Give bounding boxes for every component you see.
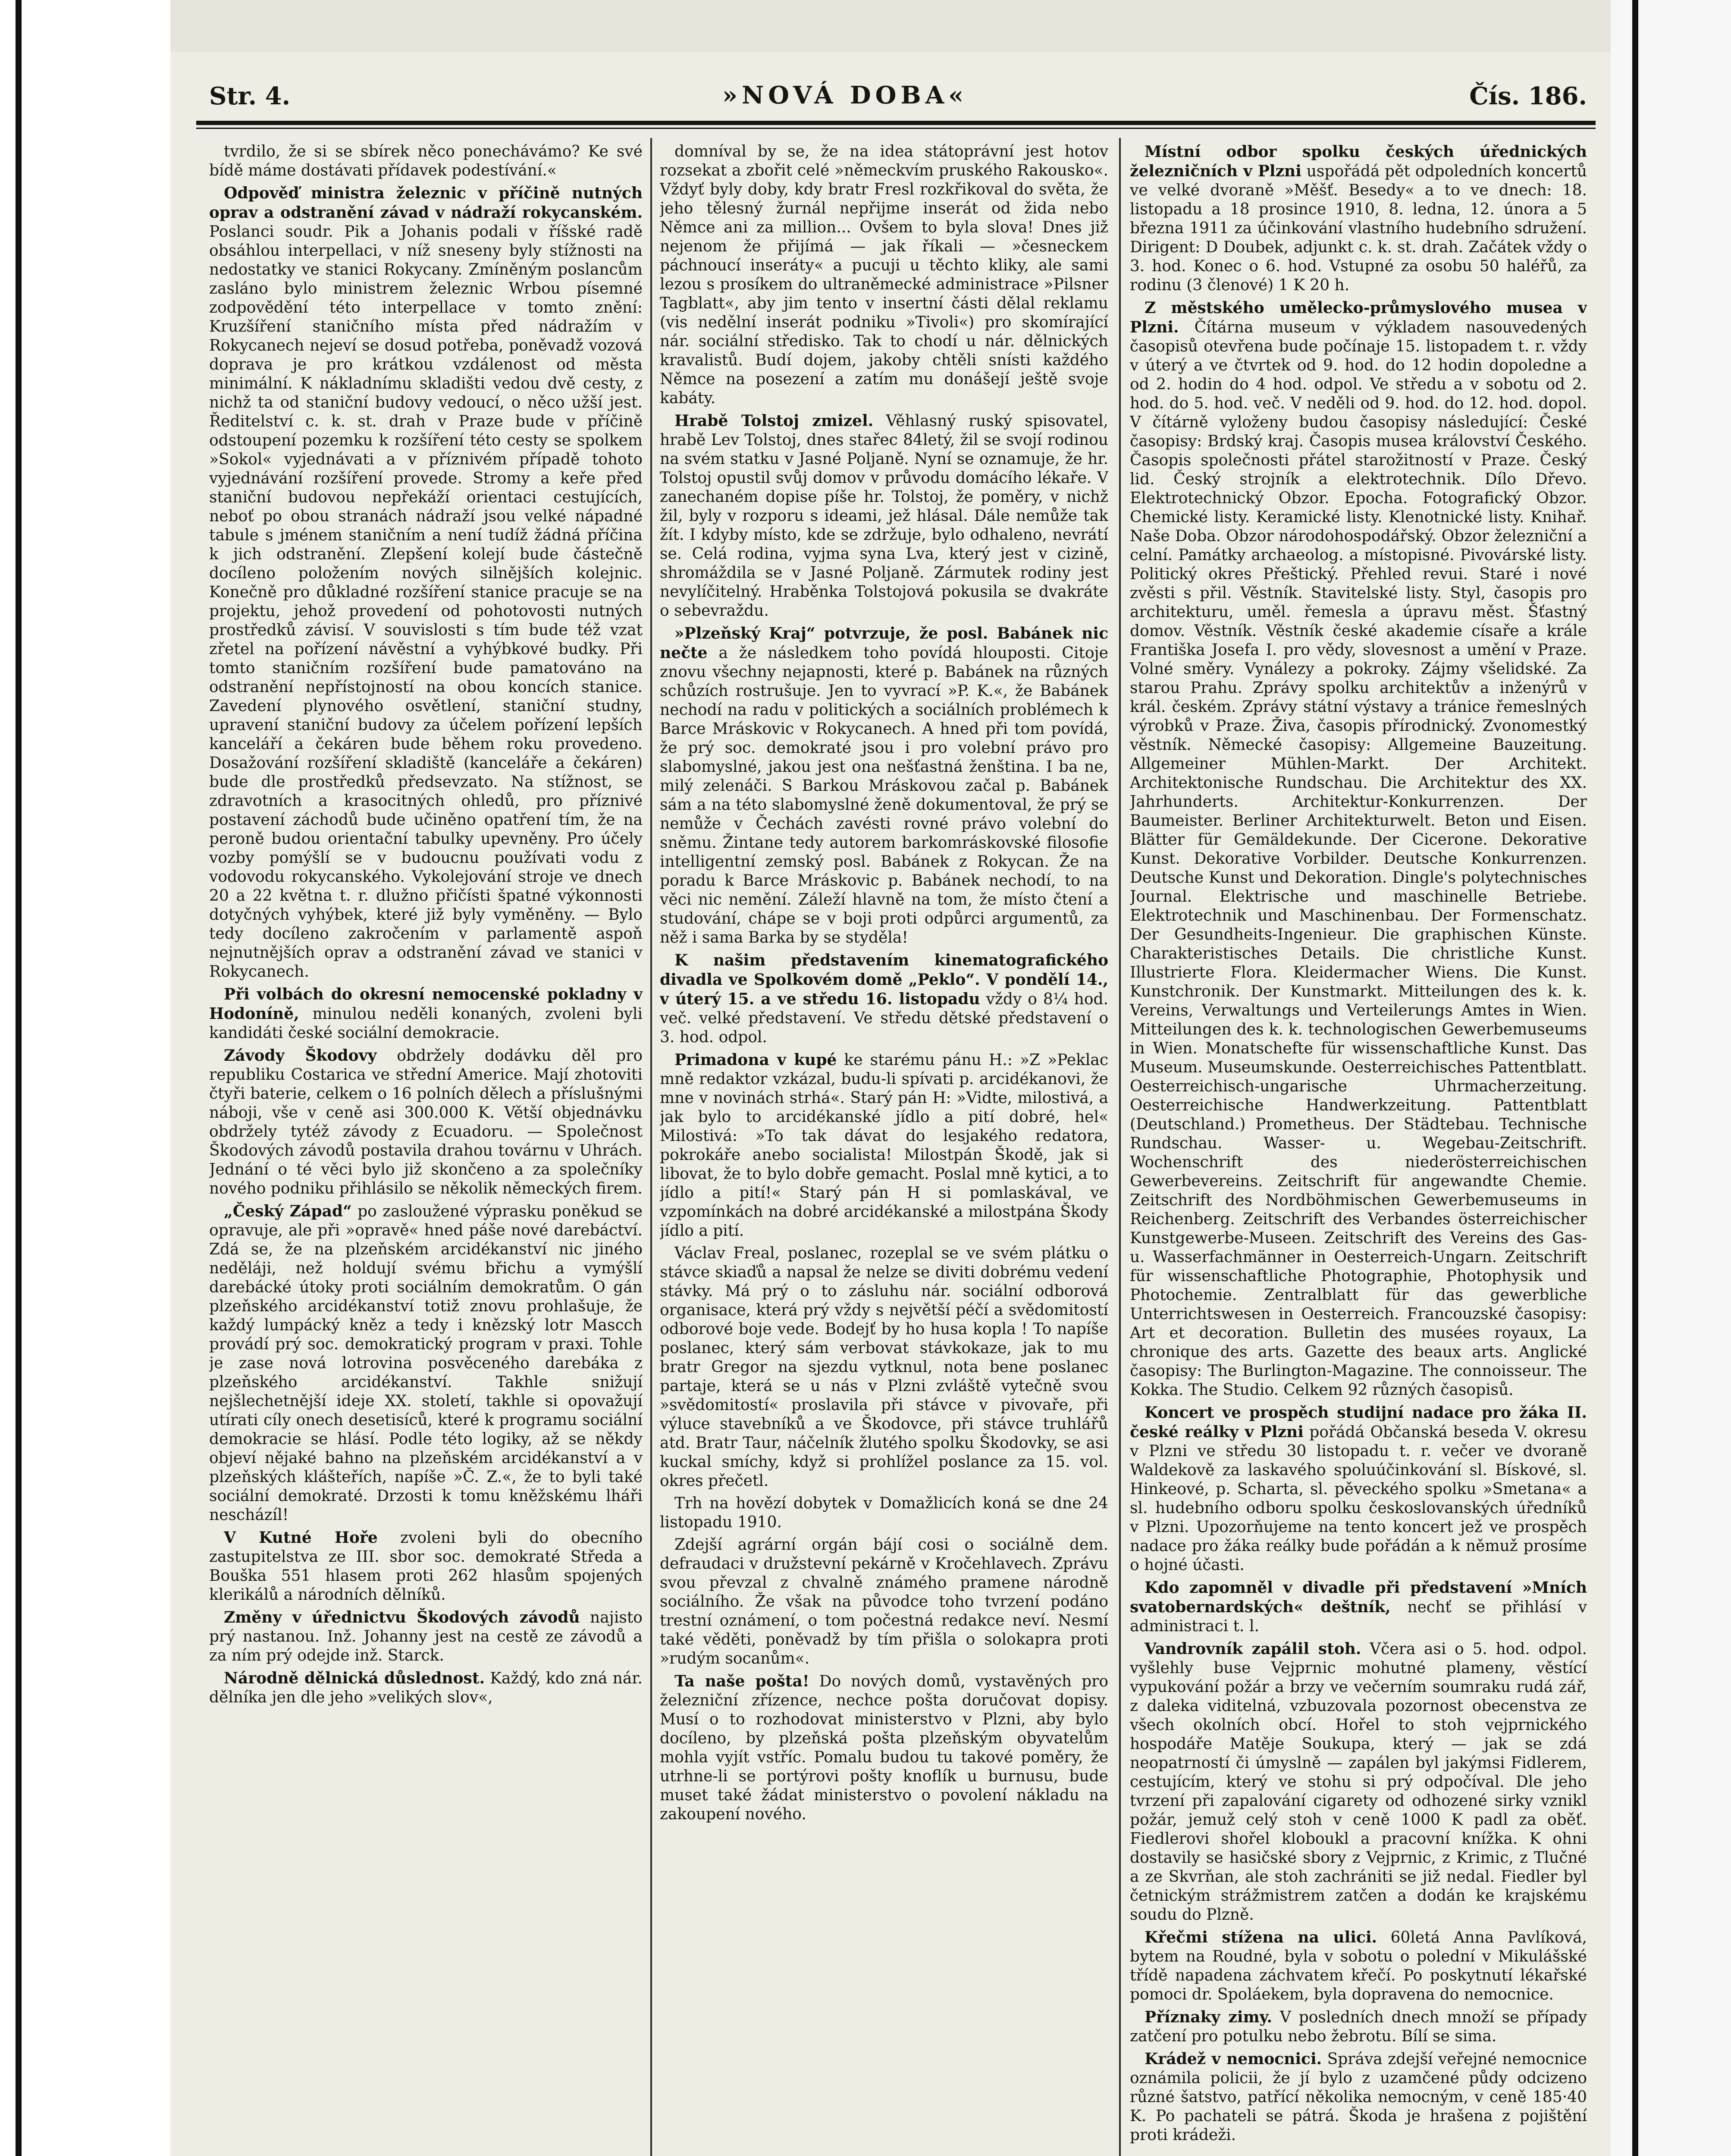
article-paragraph — [660, 624, 1108, 947]
article-headline: V Kutné Hoře — [224, 1529, 378, 1547]
article-body: Zdejší agrární orgán bájí cosi o sociálně dem. defraudaci v družstevní pekárně v Kročehlavech. Zprávu svou převzal z chvalně známého pramene národně sociálního. Že však na původce toho tvrzení podáno trestní oznámení, o tom počestná redakce neví. Nesmí také věděti, poněvadž by tím přišla o solokapra proti »rudým socanům«. — [660, 1536, 1108, 1667]
article-body: po zasloužené výprasku poněkud se opravuje, ale při »opravě« hned páše nové darebáctví. Zdá se, že na plzeňském arcidékanství nic jiného neděláji, než holdují svému břichu a vymýšlí darebácké útoky proti sociálním demokratům. O gán plzeňského arcidékanství totiž znovu prohlašuje, že každý lumpácký kněz a tedy i knězský lotr Mascch provádí prý soc. demokratický program v praxi. Tohle je zase nová lotrovina posvěceného darebáka z plzeňského arcidékanství. Takhle snižují nejšlechetnější ideje XX. století, takhle si opovažují utírati cíly onech desetisíců, které k programu sociální demokracie se hlásí. Podle této logiky, až se někdy objeví nějaké bahno na plzeňském arcidékanství a v plzeňských klášteřích, napíše »Č. Z.«, že to byli také sociální demokraté. Drzosti k tomu kněžskému lháři nescházíl! — [209, 1203, 643, 1524]
column-2 — [660, 142, 1108, 2156]
article-paragraph — [1130, 2049, 1587, 2145]
article-paragraph — [660, 142, 1108, 408]
column-1 — [209, 142, 643, 2156]
article-paragraph — [1130, 1928, 1587, 2004]
article-body: Správa zdejší veřejné nemocnice oznámila policii, že jí bylo z uzamčené půdy odcizeno různé šatstvo, patřící několika nemocným, v ceně 185·40 K. Po pachateli se pátrá. Škoda je hrašena z pojištění proti krádeži. — [1130, 2050, 1587, 2144]
article-paragraph — [1130, 1403, 1587, 1575]
article-headline: Hrabě Tolstoj zmizel. — [674, 412, 874, 430]
article-body: Trh na hovězí dobytek v Domažlicích koná se dne 24 listopadu 1910. — [660, 1495, 1108, 1531]
article-body: uspořádá pět odpoledních koncertů ve velké dvoraně »Měšť. Besedy« a to ve dnech: 18. listopadu a 18 prosince 1910, 8. ledna, 12. února a 5 března 1911 za účinkování vlastního hudebního sdružení. Dirigent: D Doubek, adjunkt c. k. st. drah. Začátek vždy o 3. hod. Konec o 6. hod. Vstupné za osobu 50 haléřů, za rodinu (3 členové) 1 K 20 h. — [1130, 163, 1587, 294]
article-body: tvrdilo, že si se sbírek něco ponechávámo? Ke své bídě máme dostávati přídavek podestívání.« — [209, 143, 643, 179]
article-paragraph — [660, 951, 1108, 1047]
article-headline: Národně dělnická důslednost. — [224, 1669, 485, 1687]
article-headline: „Český Západ“ — [224, 1202, 352, 1220]
article-body: Včera asi o 5. hod. odpol. vyšlehly buse Vejprnic mohutné plameny, věstící vypukování požár a brzy ve večerním soumraku rudá zář, z daleka viditelná, vzbuzovala pozornost obecenstva ze všech okolních obcí. Hořel to stoh vejprnického hospodáře Matěje Soukupa, který — jak se zdá neopatrností či úmyslně — zapálen byl jakýmsi Fidlerem, cestujícím, který ve stohu si prý odpočíval. Dle jeho tvrzení při zapalování cigarety od odhozené sirky vznikl požár, jemuž celý stoh v ceně 1000 K padl za oběť. Fiedlerovi shořel kloboukl a pracovní knížka. K ohni dostavily se hasičské sbory z Vejprnic, z Krimic, z Tlučné a ze Skvrňan, ale stoh zachrániti se již nedal. Fiedler byl četnickým strážmistrem zatčen a dodán ke krajskému soudu do Plzně. — [1130, 1640, 1587, 1924]
article-body: vždy o 8¼ hod. več. velké představení. Ve středu dětské představení o 3. hod. odpol. — [660, 990, 1108, 1046]
article-body: Každý, kdo zná nár. dělníka jen dle jeho »velikých slov«, — [209, 1670, 643, 1706]
masthead-rule — [196, 121, 1596, 125]
column-divider — [650, 138, 652, 2156]
article-body: Věhlasný ruský spisovatel, hrabě Lev Tolstoj, dnes stařec 84letý, žil se svojí rodinou na svém statku v Jasné Poljaně. Nyní se oznamuje, že hr. Tolstoj opustil svůj domov v průvodu domácího lékaře. V zanechaném dopise píše hr. Tolstoj, že poměry, v nichž žil, byly v rozporu s ideami, jež hlásal. Dále nemůže tak žít. I kdyby místo, kde se zdržuje, bylo odhaleno, nevrátí se. Celá rodina, vyjma syna Lva, který jest v cizině, shromáždila se v Jasné Poljaně. Zármutek rodiny jest nevylíčitelný. Hraběnka Tolstojová pokusila se dvakráte o sebevraždu. — [660, 412, 1108, 620]
article-body: obdržely dodávku děl pro republiku Costarica ve střední Americe. Mají zhotoviti čtyři baterie, celkem o 16 polních dělech a příslušnými náboji, vše v ceně asi 300.000 K. Větší objednávku obdržely tytéž závody z Ecuadoru. — Společnost Škodových závodů postavila drahou továrnu v Uhrách. Jednání o té věci bylo již skončeno a za společníky nového podniku přihlásilo se několik německých firem. — [209, 1047, 643, 1197]
article-headline: Závody Škodovy — [224, 1047, 377, 1065]
article-headline: Změny v úřednictvu Škodových závodů — [224, 1608, 580, 1626]
article-paragraph — [209, 1669, 643, 1707]
article-body: Poslanci soudr. Pik a Johanis podali v říšské radě obsáhlou interpellaci, v níž sneseny byly stížnosti na nedostatky ve stanici Rokycany. Zmíněným poslancům zasláno bylo ministrem železnic Wrbou písemné zodpovědění této interpellace v tomto znění: Kruzšíření staničního místa před nádražím v Rokycanech nejeví se dosud potřeba, poněvadž vozová doprava je pro krátkou vzdálenost od města minimální. K nákladnímu skladišti vedou dvě cesty, z nichž ta od staniční budovy vedoucí, o něco užší jest. Ředitelství c. k. st. drah v Praze bude v příčině odstoupení pozemku k rozšíření této cesty se spolkem »Sokol« vyjednávati a v příznivém případě tohoto vyjednávání rozšíření provede. Stromy a keře před staniční budovou nepřekáží orientaci cestujících, neboť po obou stranách nádraží jsou velké nápadné tabule s jménem staničním a není tudíž žádná příčina k jich odstranění. Zlepšení kolejí bude částečně docíleno položením nových silnějších kolejnic. Konečně pro důkladné rozšíření stanice pracuje se na projektu, jehož provedení od pohotovosti nutných prostředků závisí. V souvislosti s tím bude též vzat zřetel na pořízení návěstní a vyhýbkové budky. Při tomto staničním rozšíření bude pamatováno na odstranění nepřístojností na obou koncích stanice. Zavedení plynového osvětlení, staniční studny, upravení staniční budovy za účelem pořízení lepších kanceláří a čekáren bude během roku provedeno. Dosažování rozšíření skladiště (kanceláře a čekáren) bude dle prostředků předsevzato. Na stížnost, se zdravotních a krasocitných ohledů, pro příznivé postavení záchodů bude učiněno opatření tím, že na peroně budou orientační tabulky upevněny. Pro účely vozby pomýšlí se v budoucnu používati vodu z vodovodu rokycanského. Vykolejování stroje ve dnech 20 a 22 května t. r. dlužno přičísti špatné výkonnosti dotyčných vyhýbek, které již byly vyměněny. — Bylo tedy docíleno zakročením v parlamentě aspoň nejnutnějších oprav a odstranění závad ve stanici v Rokycanech. — [209, 223, 643, 981]
article-body: V posledních dnech množí se případy zatčení pro potulku nebo žebrotu. Bílí se sima. — [1130, 2009, 1587, 2045]
article-headline: Ta naše pošta! — [674, 1672, 809, 1690]
article-paragraph — [1130, 142, 1587, 295]
article-paragraph — [209, 1202, 643, 1525]
article-body: pořádá Občanská beseda V. okresu v Plzni ve středu 30 listopadu t. r. večer ve dvoraně Waldekově za laskavého spoluúčinkování sl. Bískové, sl. Hinkeové, p. Scharta, sl. pěveckého spolku »Smetana« a sl. hudebního odboru spolku českoslovanských úředníků v Plzni. Upozorňujeme na tento koncert jež ve prospěch nadace pro žáka reálky bude pořádán a k němuž prosíme o hojné účasti. — [1130, 1423, 1587, 1574]
article-headline: Odpověď ministra železnic v příčině nutných oprav a odstranění závad v nádraží rokycanském. — [209, 184, 643, 222]
article-paragraph — [660, 1536, 1108, 1668]
article-headline: K našim představením kinematografického divadla ve Spolkovém domě „Peklo“. V pondělí 14., v úterý 15. a ve středu 16. listopadu — [660, 951, 1108, 1008]
article-headline: Příznaky zimy. — [1145, 2008, 1272, 2026]
scan-edge-line — [16, 0, 22, 2156]
article-paragraph — [660, 1494, 1108, 1532]
article-paragraph — [209, 184, 643, 981]
article-paragraph — [209, 142, 643, 180]
scan-left-margin — [0, 0, 170, 2156]
article-paragraph — [209, 985, 643, 1043]
article-paragraph — [660, 1244, 1108, 1491]
column-3 — [1130, 142, 1587, 2156]
article-headline: Při volbách do okresní nemocenské pokladny v Hodoníně, — [209, 985, 643, 1023]
column-divider — [1119, 138, 1121, 2156]
article-headline: Kdo zapomněl v divadle při představení »Mních svatobernardských« deštník, — [1130, 1579, 1587, 1616]
article-paragraph — [660, 1050, 1108, 1241]
article-body: domníval by se, že na idea státoprávní jest hotov rozsekat a zbořit celé »německvím pruského Rakousko«. Vždyť byly doby, kdy bratr Fresl rozkřikoval do světa, že jeho tělesný žurnál nepřijme inserát od žida nebo Němce ani za million... Ovšem to byla slova! Dnes již nejenom že přijímá — jak říkali — »česneckem páchnoucí inseráty« a pucuji u těchto kliky, ale sami lezou s prosíkem do ultraněmecké administrace »Pilsner Tagblatt«, aby jim tento v insertní části dělal reklamu (vis nedělní inserát podniku »Tivoli«) pro skomírající nár. sociální středisko. Tak to chodí u nár. dělnických kravalistů. Budí dojem, jakoby chtěli snísti každého Němce na posezení a zatím mu donášejí ještě svoje kabáty. — [660, 143, 1108, 407]
article-headline: Místní odbor spolku českých úřednických železničních v Plzni — [1130, 143, 1587, 180]
article-body: zvoleni byli do obecního zastupitelstva ze III. sbor soc. demokraté Středa a Bouška 551 hlasem proti 262 hlasům spojených klerikálů a národních dělníků. — [209, 1529, 643, 1604]
article-paragraph — [209, 1608, 643, 1665]
article-headline: »Plzeňský Kraj“ potvrzuje, že posl. Babánek nic nečte — [660, 624, 1108, 662]
article-headline: Vandrovník zapálil stoh. — [1145, 1640, 1361, 1658]
masthead-rule-thin — [196, 128, 1596, 129]
article-headline: Krádež v nemocnici. — [1145, 2050, 1322, 2068]
article-headline: Primadona v kupé — [674, 1051, 837, 1069]
article-paragraph — [1130, 1578, 1587, 1636]
issue-number: Čís. 186. — [1469, 82, 1587, 110]
scan-edge-line — [1632, 0, 1638, 2156]
article-paragraph — [660, 1672, 1108, 1824]
masthead — [170, 69, 1613, 134]
article-paragraph — [209, 1046, 643, 1198]
article-body: ke starému pánu H.: »Z »Peklac mně redaktor vzkázal, budu-li spívati p. arcidékanovi, že mne v novinách strhá«. Starý pán H: »Vidte, milostivá, a jak bylo to arcidékanské jídlo a pití dobré, hel« Milostivá: »To tak dávat do lesjakého redatora, pokrokáře anebo socialista! Milostpán Škodě, jak si libovat, že to bylo dobře gemacht. Poslal mně kytici, a to jídlo a pití!« Starý pán H si pomlaskával, ve vzpomínkách na dobré arcidékanské a milostpána Škody jídlo a pití. — [660, 1051, 1108, 1240]
article-headline: Křečmi stížena na ulici. — [1145, 1928, 1377, 1946]
article-body: a že následkem toho povídá hlouposti. Citoje znovu všechny nejapnosti, které p. Babánek na různých schůzích rostrušuje. Jen to vyvrací »P. K.«, že Babánek nechodí na radu v politických a sociálních problémech k Barce Mráskovic v Rokycanech. A hned při tom povídá, že prý soc. demokraté jsou i pro volební právo pro slabomyslné, jakou jest ona nešťastná ženština. I ba ne, milý zelenáči. S Barkou Mráskovou začal p. Babánek sám a na této slabomyslné ženě dokumentoval, že prý se nemůže v Čechách zavésti rovné právo volební do sněmu. Žintane tedy autorem barkomráskovské filosofie intelligentní zemský posl. Babánek z Rokycan. Že na poradu k Barce Mráskovic p. Babánek nechodí, to na věci nic nemění. Záleží hlavně na tom, že místo čtení a studování, chápe se v boji proti odpůrci argumentů, za něž i sama Barka by se styděla! — [660, 644, 1108, 946]
article-headline: Koncert ve prospěch studijní nadace pro žáka II. české reálky v Plzni — [1130, 1404, 1587, 1441]
article-body: 60letá Anna Pavlíková, bytem na Roudné, byla v sobotu o polední v Mikulášské třídě napadena záchvatem křečí. Po poskytnutí lékařské pomoci dr. Spoláekem, byla dopravena do nemocnice. — [1130, 1929, 1587, 2003]
article-body: najisto prý nastanou. Inž. Johanny jest na cestě ze závodů a za ním prý odejde inž. Starck. — [209, 1609, 643, 1664]
page-number: Str. 4. — [209, 82, 291, 110]
article-body: Čítárna museum v výkladem nasouvedených časopisů otevřena bude počínaje 15. listopadem t. r. vždy v úterý a ve čtvrtek od 9. hod. do 12 hodin dopoledne a od 2. hodin do 4 hod. odpol. Ve středu a v sobotu od 2. hod. do 5. hod. več. V neděli od 9. hod. do 12. hod. dopol. V čítárně vyloženy budou časopisy následující: České časopisy: Brdský kraj. Časopis musea království Českého. Časopis společnosti přátel starožitností v Praze. Český lid. Český strojník a elektrotechnik. Dílo Dřevo. Elektrotechnický Obzor. Epocha. Fotografický Obzor. Chemické listy. Keramické listy. Klenotnické listy. Knihař. Naše Doba. Obzor národohospodářský. Obzor železniční a celní. Památky archaeolog. a místopisné. Pivovárské listy. Politický okres Přeštický. Přehled revui. Staré i nové zvěsti s přil. Věstník. Stavitelské listy. Styl, časopis pro architekturu, uměl. řemesla a úpravu měst. Šťastný domov. Věstník. Věstník české akademie císaře a krále Františka Josefa I. pro vědy, slovesnost a umění v Praze. Volné směry. Vynálezy a pokroky. Zájmy všelidské. Za starou Prahu. Zprávy spolku architektův a inženýrů v král. českém. Zprávy státní výstavy a tránice řemeslných výrobků v Praze. Živa, časopis přírodnický. Zvonomestký věstník. Německé časopisy: Allgemeine Bauzeitung. Allgemeiner Mühlen-Markt. Der Architekt. Architektonische Rundschau. Die Architektur des XX. Jahrhunderts. Architektur-Konkurrenzen. Der Baumeister. Berliner Architekturwelt. Beton und Eisen. Blätter für Gemäldekunde. Der Cicerone. Dekorative Kunst. Dekorative Vorbilder. Deutsche Konkurrenzen. Deutsche Kunst und Dekoration. Dingle's polytechnisches Journal. Elektrische und maschinelle Betriebe. Elektrotechnik und Maschinenbau. Der Formenschatz. Der Gesundheits-Ingenieur. Die graphischen Künste. Charakteristisches Details. Die christliche Kunst. Illustrierte Flora. Kleidermacher Wiens. Die Kunst. Kunstchronik. Der Kunstmarkt. Mitteilungen des k. k. Vereins, Verwaltungs und Verteilerungs Amtes in Wien. Mitteilungen des k. k. technologischen Gewerbemuseums in Wien. Monatschefte für wissenschaftliche Kunst. Das Museum. Museumskunde. Oesterreichisches Pattentblatt. Oesterreichisch-ungarische Uhrmacherzeitung. Oesterreichische Handwerkzeitung. Pattentblatt (Deutschland.) Prometheus. Der Städtebau. Technische Rundschau. Wasser- u. Wegebau-Zeitschrift. Wochenschrift des niederösterreichischen Gewerbevereins. Zeitschrift für angewandte Chemie. Zeitschrift des Nordböhmischen Gewerbemuseums in Reichenberg. Zeitschrift des Verbandes österreichischer Kunstgewerbe-Museen. Zeitschrift des Vereins des Gas- u. Wasserfachmänner in Oesterreich-Ungarn. Zeitschrift für wissenschaftliche Photographie, Photophysik und Photochemie. Zentralblatt für das gewerbliche Unterrichtswesen in Oesterreich. Francouzské časopisy: Art et decoration. Bulletin des musées royaux, La chronique des arts. Gazette des beaux arts. Anglické časopisy: The Burlington-Magazine. The connoisseur. The Kokka. The Studio. Celkem 92 různých časopisů. — [1130, 319, 1587, 1399]
article-paragraph — [1130, 2008, 1587, 2046]
article-body: nechť se přihlásí v administraci t. l. — [1130, 1598, 1587, 1635]
article-body: minulou neděli konaných, zvoleni byli kandidáti české sociální demokracie. — [209, 1005, 643, 1042]
article-body: Václav Freal, poslanec, rozeplal se ve svém plátku o stávce skiaďů a napsal že nelze se diviti dobrému vedení stávky. Má prý o to zásluhu nár. sociální odborová organisace, která prý vždy s největší péčí a svědomitostí odborové boje vede. Bodejť by ho husa kopla ! To napíše poslanec, který sám verbovat stávkokaze, jak to mu bratr Gregor na sjezdu vytknul, nota bene poslanec partaje, která se u nás v Plzni zvláště vytečně svou »svědomitostí« proslavila při stávce v pivovaře, při výluce stavebníků a ve Škodovce, při stávce truhlářů atd. Bratr Taur, náčelník žlutého spolku Škodovky, se asi kuckal smíchy, když si prohlížel poslance za 15. vol. okres přečetl. — [660, 1244, 1108, 1490]
article-paragraph — [660, 411, 1108, 620]
newspaper-title: »NOVÁ DOBA« — [722, 81, 968, 110]
article-paragraph — [1130, 1639, 1587, 1924]
article-paragraph — [209, 1528, 643, 1604]
article-paragraph — [1130, 298, 1587, 1400]
article-body: Do nových domů, vystavěných pro železniční zřízence, nechce pošta doručovat dopisy. Musí o to rozhodovat ministerstvo v Plzni, aby bylo docíleno, by plzeňská pošta plzeňským obyvatelům mohla vyjít vstříc. Pomalu budou tu takové poměry, že utrhne-li se portýrovi pošty knoflík u burnusu, bude muset také žádat ministerstvo o povolení nákladu na zakoupení nového. — [660, 1673, 1108, 1823]
article-headline: Z městského umělecko-průmyslového musea v Plzni. — [1130, 299, 1587, 336]
scan-right-margin — [1611, 0, 1731, 2156]
